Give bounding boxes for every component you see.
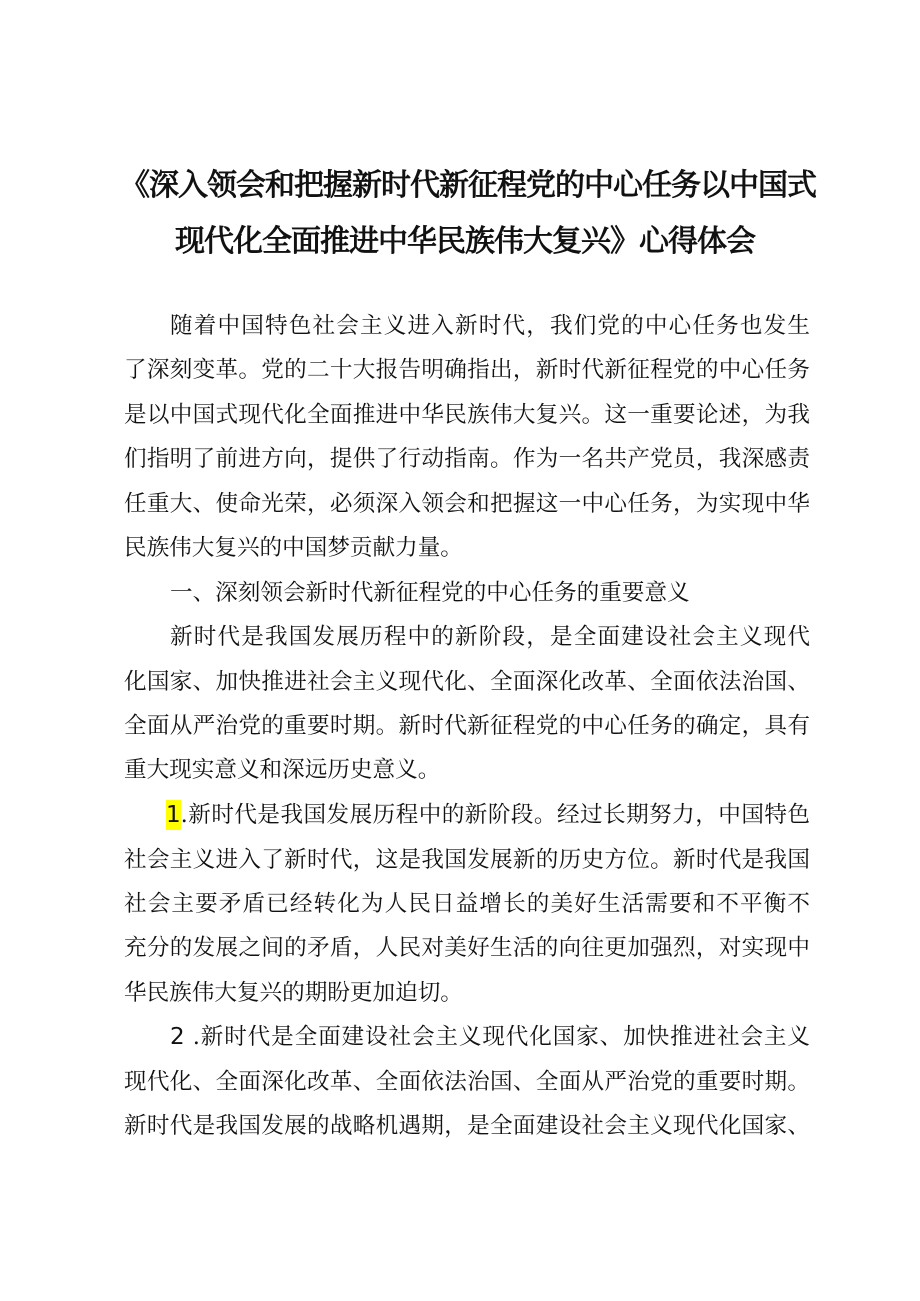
item-number: 2 [170, 1024, 185, 1050]
numbered-item-1 [166, 800, 810, 830]
paragraph-line: 华民族伟大复兴的期盼更加迫切。 [124, 980, 463, 1006]
paragraph-line: 社会主义进入了新时代，这是我国发展新的历史方位。新时代是我国 [124, 847, 810, 873]
paragraph-line: 任重大、使命光荣，必须深入领会和把握这一中心任务，为实现中华 [124, 491, 810, 517]
paragraph-line: 全面从严治党的重要时期。新时代新征程党的中心任务的确定，具有 [124, 713, 810, 739]
item-first-line-text: .新时代是我国发展历程中的新阶段。经过长期努力，中国特色 [180, 802, 810, 828]
section-heading: 一、深刻领会新时代新征程党的中心任务的重要意义 [170, 580, 690, 606]
paragraph-line: 们指明了前进方向，提供了行动指南。作为一名共产党员，我深感责 [124, 446, 810, 472]
paragraph-line: 化国家、加快推进社会主义现代化、全面深化改革、全面依法治国、 [124, 669, 810, 695]
item-first-line-text: .新时代是全面建设社会主义现代化国家、加快推进社会主义 [184, 1024, 810, 1050]
paragraph-line: 了深刻变革。党的二十大报告明确指出，新时代新征程党的中心任务 [124, 357, 810, 383]
paragraph-line: 充分的发展之间的矛盾，人民对美好生活的向往更加强烈，对实现中 [124, 935, 810, 961]
paragraph-line: 新时代是我国发展历程中的新阶段，是全面建设社会主义现代 [170, 624, 810, 650]
paragraph-line: 民族伟大复兴的中国梦贡献力量。 [124, 535, 463, 561]
item-number-highlight: 1 [166, 802, 181, 828]
document-title-line-1: 《深入领会和把握新时代新征程党的中心任务以中国式 [120, 168, 816, 203]
paragraph-line: 现代化、全面深化改革、全面依法治国、全面从严治党的重要时期。 [124, 1069, 810, 1095]
document-title-line-2: 现代化全面推进中华民族伟大复兴》心得体会 [175, 224, 755, 259]
paragraph-line: 社会主要矛盾已经转化为人民日益增长的美好生活需要和不平衡不 [124, 891, 810, 917]
paragraph-line: 重大现实意义和深远历史意义。 [124, 757, 441, 783]
paragraph-line: 是以中国式现代化全面推进中华民族伟大复兴。这一重要论述，为我 [124, 402, 810, 428]
paragraph-line: 随着中国特色社会主义进入新时代，我们党的中心任务也发生 [170, 313, 810, 339]
paragraph-line: 新时代是我国发展的战略机遇期，是全面建设社会主义现代化国家、 [124, 1113, 810, 1139]
numbered-item-2 [170, 1022, 810, 1052]
